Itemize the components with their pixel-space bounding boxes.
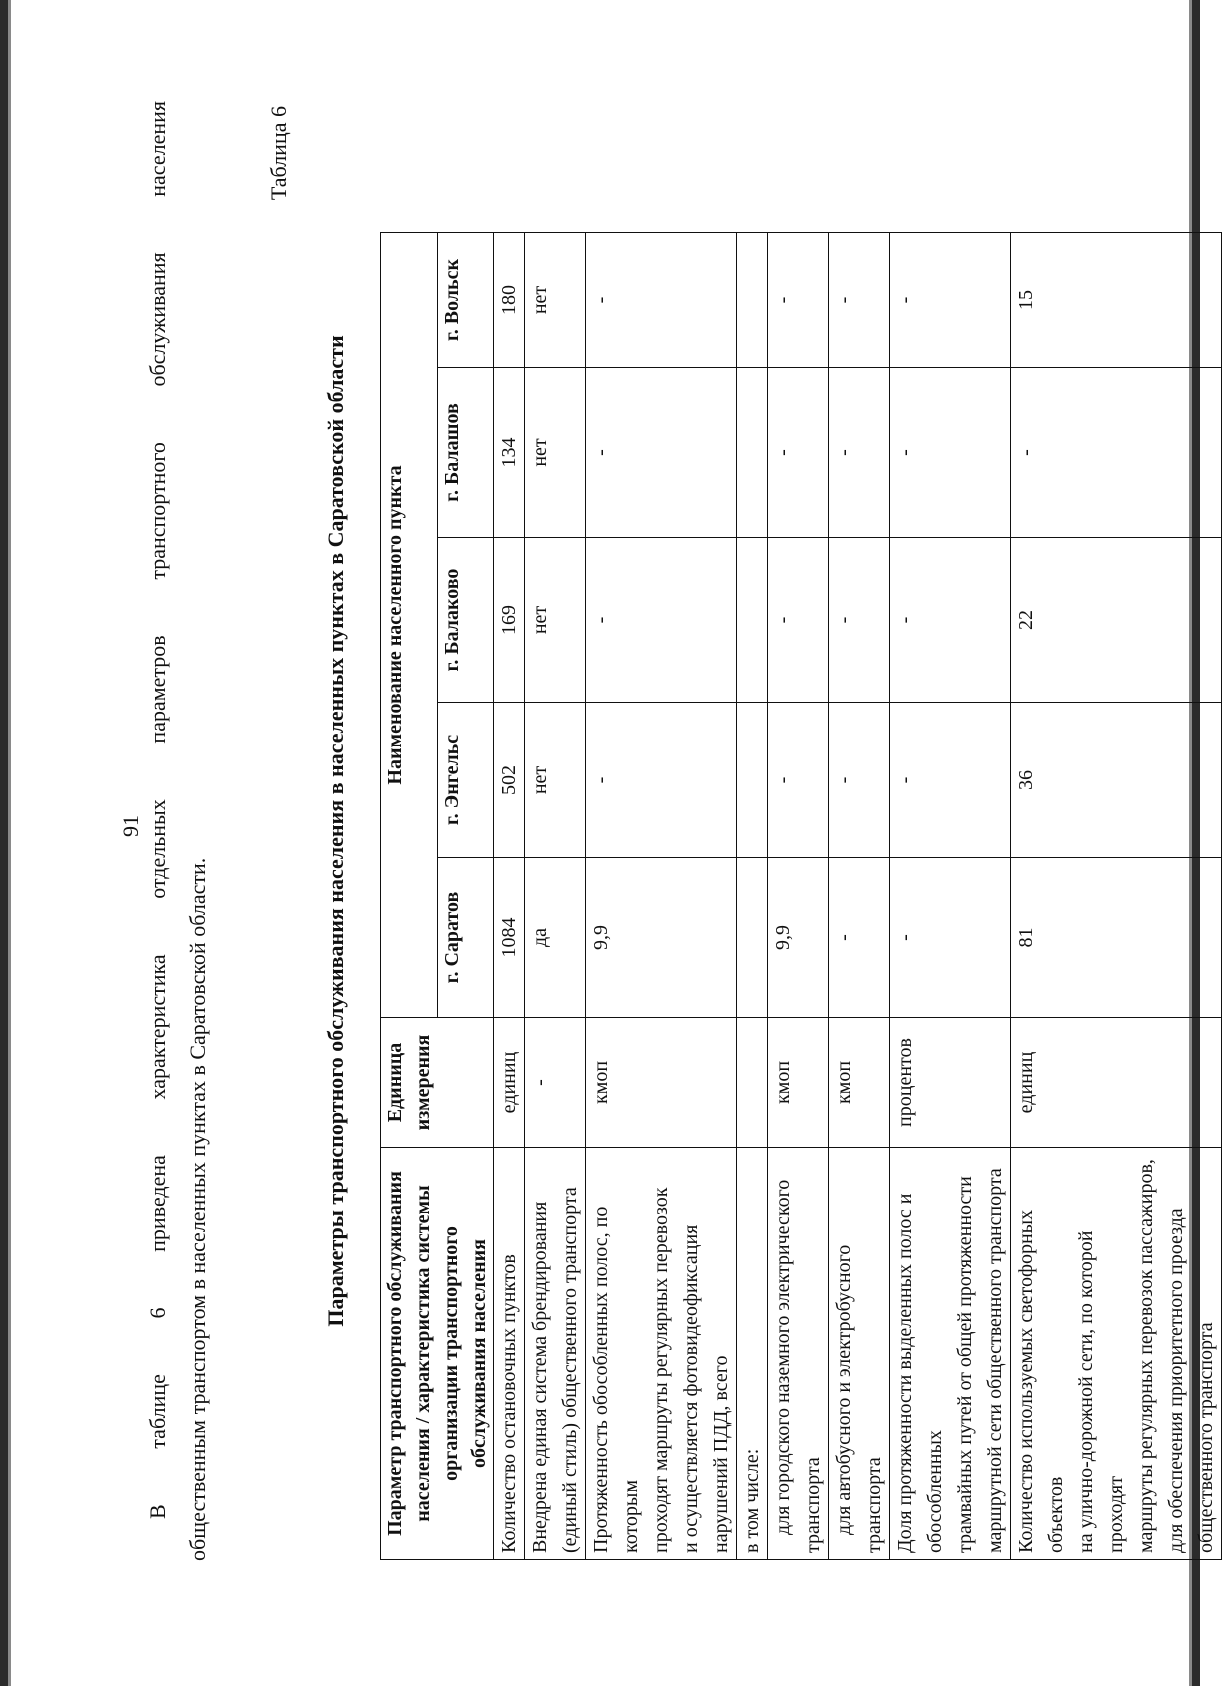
row-unit: процентов <box>890 1018 1011 1148</box>
header-unit: Единица измерения <box>381 1018 494 1148</box>
row-value: нет <box>525 368 586 538</box>
intro-paragraph <box>138 101 218 1561</box>
row-value: - <box>586 703 737 858</box>
table-row <box>890 233 1011 1560</box>
row-unit: - <box>525 1018 586 1148</box>
row-value: - <box>829 703 890 858</box>
row-param: Внедрена единая система брендирования (единый стиль) общественного транспорта <box>525 1148 586 1560</box>
row-param: Количество используемых светофорных объектов на улично-дорожной сети, по которой проходят маршруты регулярных перевозок пассажиров, для обеспечения приоритетного проезда общественного транспорта <box>1011 1148 1222 1560</box>
row-value: - <box>586 538 737 703</box>
table-row <box>829 233 890 1560</box>
row-value <box>737 233 768 368</box>
row-unit: кмоп <box>768 1018 829 1148</box>
table-label: Таблица 6 <box>266 106 291 201</box>
header-city-balashov: г. Балашов <box>437 368 494 538</box>
row-unit: единиц <box>1011 1018 1222 1148</box>
header-row-1 <box>381 233 438 1560</box>
row-unit: кмоп <box>829 1018 890 1148</box>
table-row <box>586 233 737 1560</box>
row-unit: кмоп <box>586 1018 737 1148</box>
row-value: - <box>890 703 1011 858</box>
header-city-balakovo: г. Балаково <box>437 538 494 703</box>
row-value: нет <box>525 703 586 858</box>
table-row <box>494 233 525 1560</box>
row-value: 36 <box>1011 703 1222 858</box>
row-value: 9,9 <box>768 858 829 1018</box>
row-param: Количество остановочных пунктов <box>494 1148 525 1560</box>
row-value: 502 <box>494 703 525 858</box>
row-value: - <box>890 538 1011 703</box>
table-row <box>1011 233 1222 1560</box>
row-value: - <box>829 368 890 538</box>
row-value: - <box>768 368 829 538</box>
row-value: - <box>829 538 890 703</box>
row-value: нет <box>525 538 586 703</box>
row-value: - <box>829 233 890 368</box>
header-city-engels: г. Энгельс <box>437 703 494 858</box>
table-row <box>768 233 829 1560</box>
row-value: - <box>768 538 829 703</box>
row-value: 22 <box>1011 538 1222 703</box>
row-value: - <box>768 703 829 858</box>
row-value: 81 <box>1011 858 1222 1018</box>
row-value: да <box>525 858 586 1018</box>
row-value: 134 <box>494 368 525 538</box>
row-unit: единиц <box>494 1018 525 1148</box>
row-param: Протяженность обособленных полос, по которым проходят маршруты регулярных перевозок и осуществляется фотовидеофиксация нарушений ПДД, всего <box>586 1148 737 1560</box>
row-param: Доля протяженности выделенных полос и обособленных трамвайных путей от общей протяженности маршрутной сети общественного транспорта <box>890 1148 1011 1560</box>
header-param: Параметр транспортного обслуживания населения / характеристика системы организации транспортного обслуживания населения <box>381 1148 494 1560</box>
row-unit <box>737 1018 768 1148</box>
table-title: Параметры транспортного обслуживания населения в населенных пунктах в Саратовской области <box>323 335 348 1327</box>
row-value <box>737 368 768 538</box>
row-value: - <box>829 858 890 1018</box>
row-value <box>737 858 768 1018</box>
row-value <box>737 538 768 703</box>
row-value: - <box>768 233 829 368</box>
header-city-saratov: г. Саратов <box>437 858 494 1018</box>
row-param: для автобусного и электробусного транспорта <box>829 1148 890 1560</box>
table-row <box>525 233 586 1560</box>
row-value: 180 <box>494 233 525 368</box>
table-row <box>737 233 768 1560</box>
row-value: - <box>890 233 1011 368</box>
intro-line-1: В таблице 6 приведена характеристика отдельных параметров транспортного обслуживания населения <box>145 101 170 1519</box>
row-value: - <box>586 233 737 368</box>
row-value: - <box>586 368 737 538</box>
row-value: - <box>890 368 1011 538</box>
row-param: в том числе: <box>737 1148 768 1560</box>
row-value <box>737 703 768 858</box>
row-value: 15 <box>1011 233 1222 368</box>
row-value: 9,9 <box>586 858 737 1018</box>
page-number: 91 <box>118 815 143 837</box>
row-value: - <box>1011 368 1222 538</box>
header-city-group: Наименование населенного пункта <box>381 233 438 1018</box>
intro-line-2: общественным транспортом в населенных пунктах в Саратовской области. <box>185 857 210 1561</box>
parameters-table <box>380 232 1222 1560</box>
row-param: для городского наземного электрического транспорта <box>768 1148 829 1560</box>
row-value: 169 <box>494 538 525 703</box>
row-value: - <box>890 858 1011 1018</box>
header-city-volsk: г. Вольск <box>437 233 494 368</box>
row-value: нет <box>525 233 586 368</box>
row-value: 1084 <box>494 858 525 1018</box>
